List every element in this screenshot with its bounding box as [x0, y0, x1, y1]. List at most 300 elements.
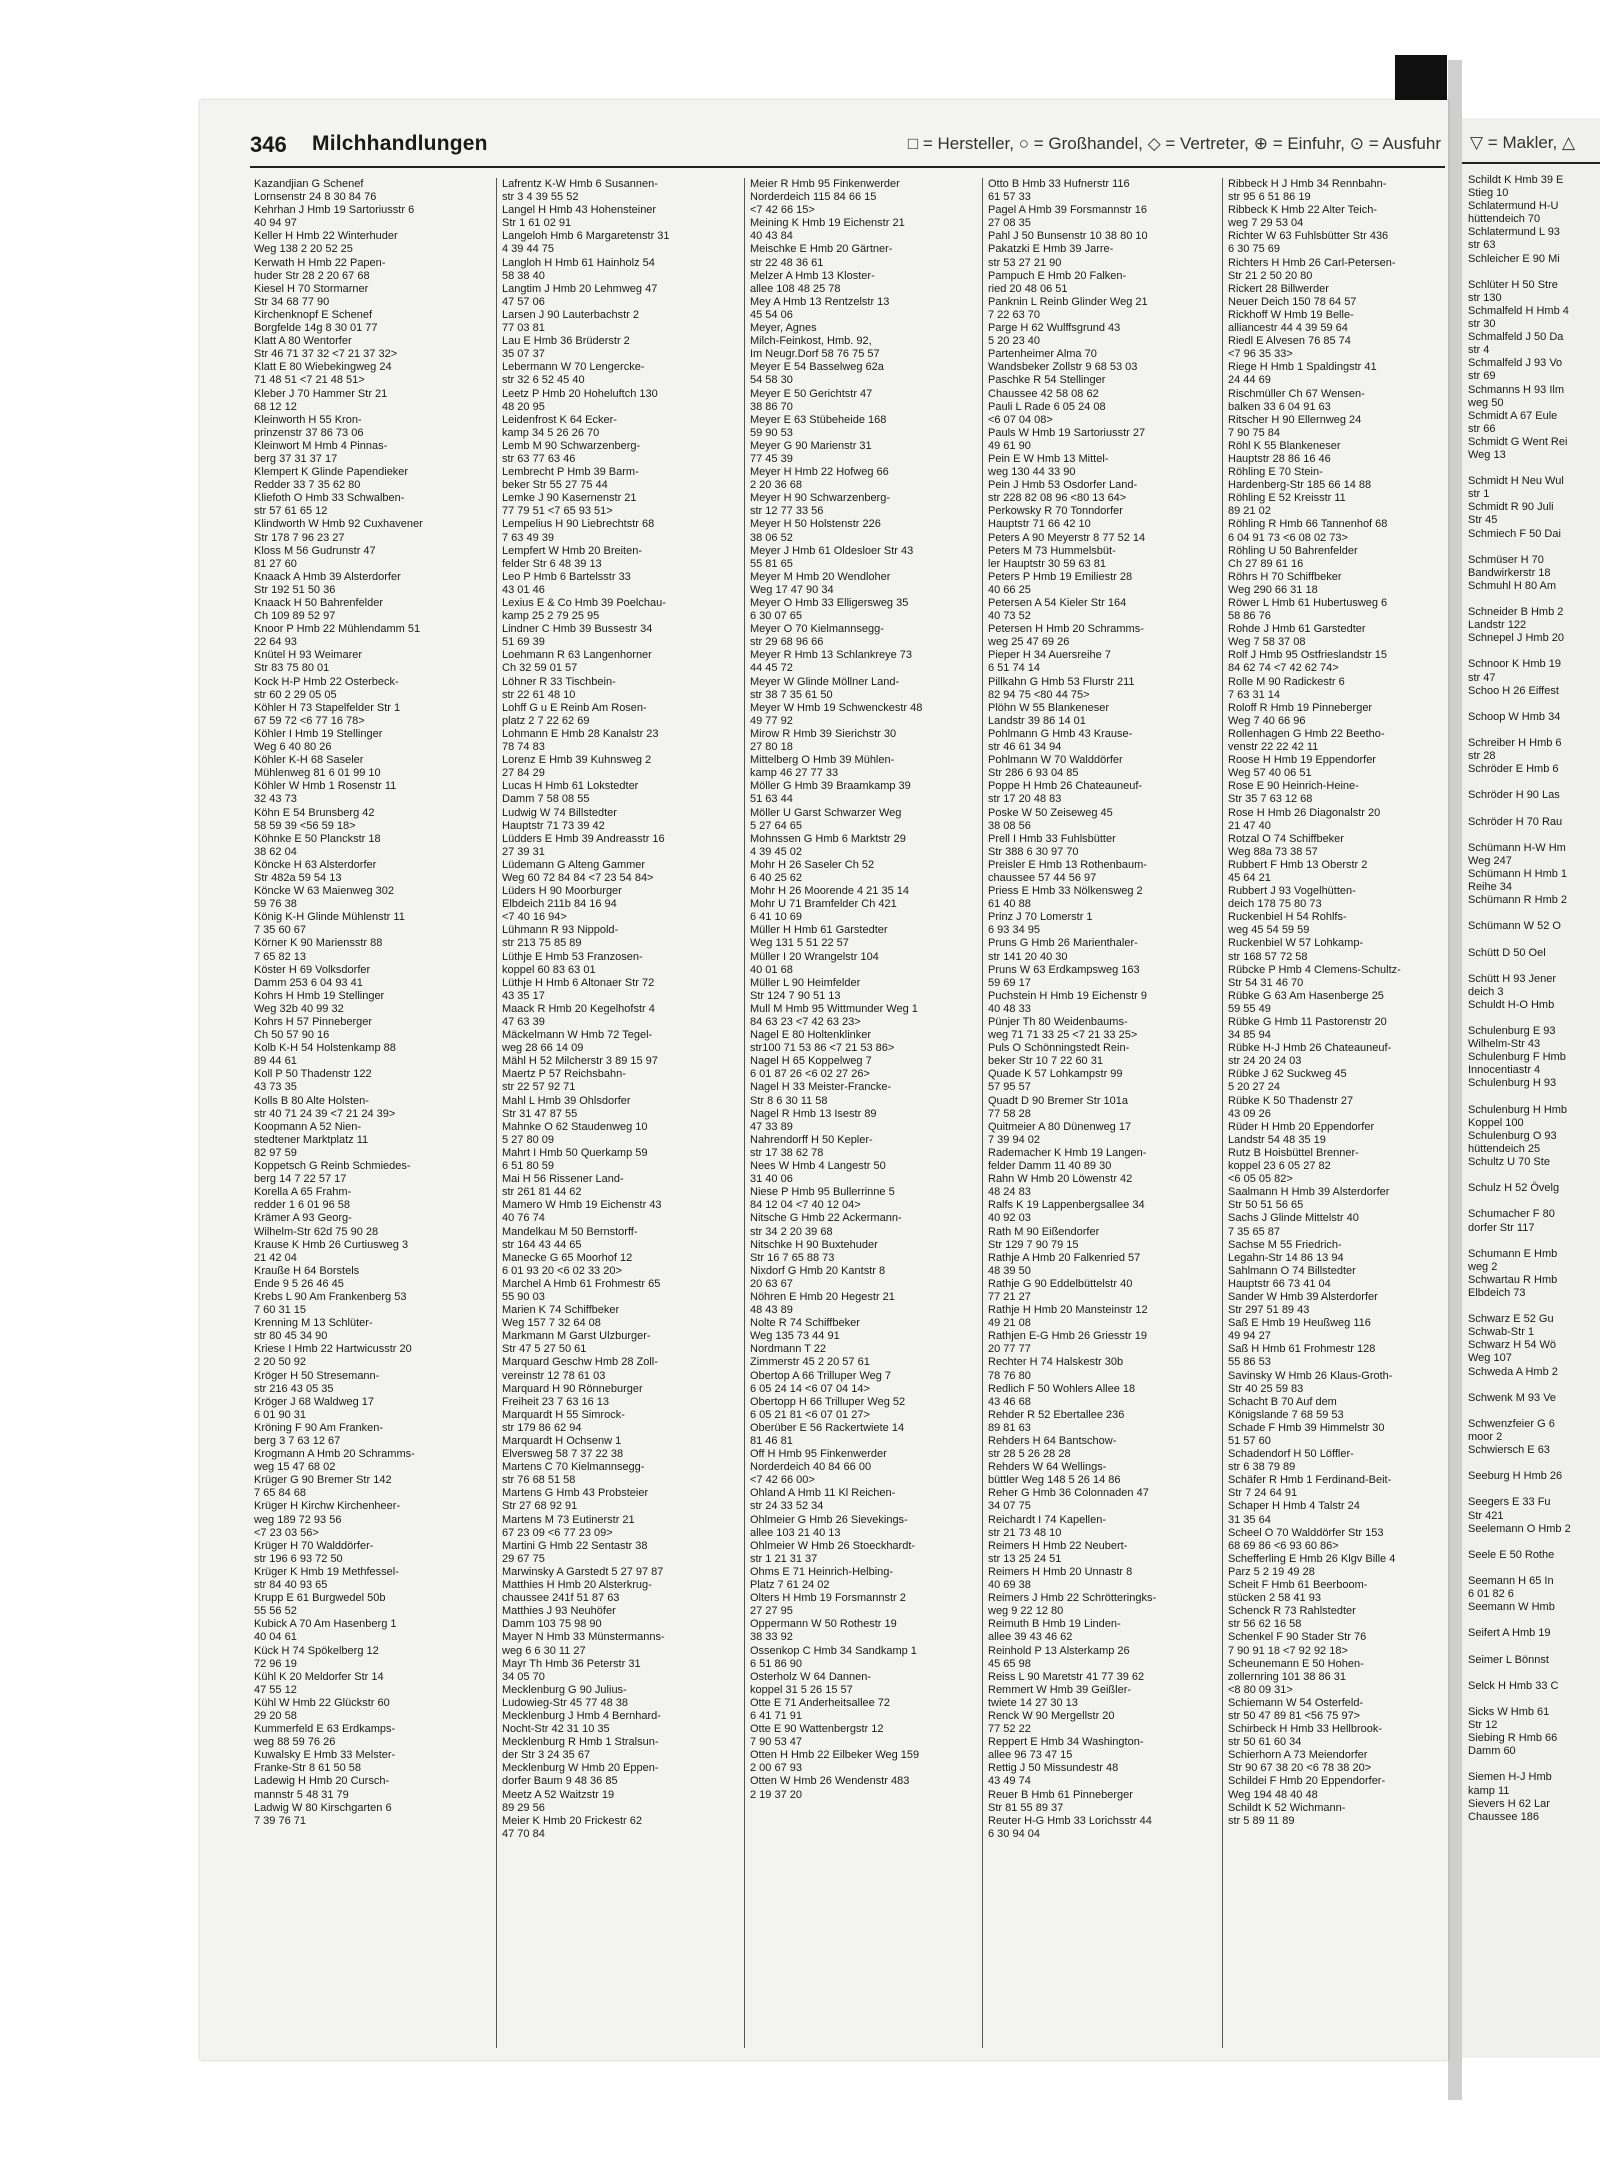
adjacent-listing-entry: Wilhelm-Str 43 — [1468, 1038, 1541, 1051]
listing-entry: Köncke H 63 Alsterdorfer — [254, 858, 377, 871]
listing-entry: Röhl K 55 Blankeneser — [1228, 439, 1341, 452]
listing-entry: str 50 61 60 34 — [1228, 1736, 1302, 1749]
listing-entry: 59 76 38 — [254, 898, 297, 911]
listing-entry: twiete 14 27 30 13 — [988, 1696, 1078, 1709]
listing-entry: Schenkel F 90 Stader Str 76 — [1228, 1631, 1367, 1644]
listing-entry: Marwinsky A Garstedt 5 27 97 87 — [502, 1565, 664, 1578]
adjacent-listing-entry: Schwartau R Hmb — [1468, 1273, 1558, 1286]
adjacent-listing-entry: Schoo H 26 Eiffest — [1468, 684, 1559, 697]
listing-entry: felder Damm 11 40 89 30 — [988, 1160, 1112, 1173]
listing-entry: mannstr 5 48 31 79 — [254, 1788, 349, 1801]
listing-entry: Kummerfeld E 63 Erdkamps- — [254, 1723, 396, 1736]
listing-entry: Kühl W Hmb 22 Glückstr 60 — [254, 1696, 390, 1709]
listing-entry: Off H Hmb 95 Finkenwerder — [750, 1448, 887, 1461]
listing-entry: Reuer B Hmb 61 Pinneberger — [988, 1788, 1133, 1801]
listing-entry: str 53 27 21 90 — [988, 256, 1062, 269]
listing-entry: 40 01 68 — [750, 963, 793, 976]
listing-entry: 47 70 84 — [502, 1827, 545, 1840]
listing-entry: Körner K 90 Mariensstr 88 — [254, 937, 383, 950]
listing-entry: str 60 2 29 05 05 — [254, 688, 337, 701]
listing-entry: Str 482a 59 54 13 — [254, 871, 342, 884]
listing-entry: Langel H Hmb 43 Hohensteiner — [502, 204, 657, 217]
listing-entry: deich 178 75 80 73 — [1228, 898, 1322, 911]
listing-entry: Marien K 74 Schiffbeker — [502, 1304, 620, 1317]
listing-entry: Melzer A Hmb 13 Kloster- — [750, 269, 875, 282]
listing-entry: 6 04 91 73 <6 08 02 73> — [1228, 531, 1348, 544]
listing-entry: Pahl J 50 Bunsenstr 10 38 80 10 — [988, 230, 1148, 243]
adjacent-listing-entry: Schmidt H Neu Wul — [1468, 475, 1564, 488]
adjacent-listing-entry: 6 01 82 6 — [1468, 1588, 1514, 1601]
listing-entry: weg 7 29 53 04 — [1228, 217, 1304, 230]
listing-entry: Schade F Hmb 39 Himmelstr 30 — [1228, 1421, 1385, 1434]
listing-entry: 6 40 25 62 — [750, 871, 802, 884]
listing-entry: Peters A 90 Meyerstr 8 77 52 14 — [988, 531, 1146, 544]
listing-entry: Meyer E 50 Gerichtstr 47 — [750, 387, 873, 400]
listing-entry: Kazandjian G Schenef — [254, 178, 364, 190]
adjacent-listing-entry: Schlatermund L 93 — [1468, 226, 1560, 239]
listing-entry: Krüger K Hmb 19 Methfessel- — [254, 1565, 399, 1578]
listing-entry: 45 65 98 — [988, 1657, 1031, 1670]
listing-entry: Schildt K 52 Wichmann- — [1228, 1801, 1346, 1814]
listing-entry: Meyer O 70 Kielmannsegg- — [750, 623, 884, 636]
adjacent-listing-entry — [1468, 1667, 1571, 1680]
adjacent-listing-entry: Schlüter H 50 Stre — [1468, 278, 1558, 291]
listing-entry: Saß E Hmb 19 Heußweg 116 — [1228, 1317, 1371, 1330]
adjacent-listing-entry: Schmidt G Went Rei — [1468, 435, 1568, 448]
listing-entry: Köhnke E 50 Planckstr 18 — [254, 832, 381, 845]
listing-entry: Str 50 51 56 65 — [1228, 1199, 1304, 1212]
listing-entry: 5 20 27 24 — [1228, 1081, 1280, 1094]
listing-entry: stücken 2 58 41 93 — [1228, 1592, 1321, 1605]
adjacent-listing-entry: Seeburg H Hmb 26 — [1468, 1470, 1563, 1483]
adjacent-listing-entry: Schumacher F 80 — [1468, 1208, 1555, 1221]
listing-entry: 55 86 53 — [1228, 1356, 1271, 1369]
listing-entry: Kubick A 70 Am Hasenberg 1 — [254, 1618, 397, 1631]
listing-entry: 7 60 31 15 — [254, 1304, 306, 1317]
listing-entry: str 22 57 92 71 — [502, 1081, 576, 1094]
adjacent-listing-entry — [1468, 829, 1571, 842]
listing-entry: 6 01 93 20 <6 02 33 20> — [502, 1264, 622, 1277]
listing-entry: 40 04 61 — [254, 1631, 297, 1644]
listing-entry: 27 84 29 — [502, 767, 545, 780]
listing-entry: str 95 6 51 86 19 — [1228, 191, 1311, 204]
listing-entry: Rubbert F Hmb 13 Oberstr 2 — [1228, 858, 1368, 871]
listing-entry: str 168 57 72 58 — [1228, 950, 1308, 963]
listing-entry: 77 45 39 — [750, 452, 793, 465]
listing-entry: Maack R Hmb 20 Kegelhofstr 4 — [502, 1002, 655, 1015]
listing-entry: Mühlenweg 81 6 01 99 10 — [254, 767, 381, 780]
listing-entry: Saß H Hmb 61 Frohmestr 128 — [1228, 1343, 1376, 1356]
listing-entry: Keller H Hmb 22 Winterhuder — [254, 230, 398, 243]
listing-entry: str 40 71 24 39 <7 21 24 39> — [254, 1107, 396, 1120]
listing-entry: Löhner R 33 Tischbein- — [502, 675, 616, 688]
listing-entry: Riedl E Alvesen 76 85 74 — [1228, 335, 1351, 348]
listing-entry: Kerwath H Hmb 22 Papen- — [254, 256, 386, 269]
listing-entry: 35 07 37 — [502, 348, 545, 361]
listing-entry: König K-H Glinde Mühlenstr 11 — [254, 911, 405, 924]
listing-entry: Kriese I Hmb 22 Hartwicusstr 20 — [254, 1343, 412, 1356]
listing-entry: 47 57 06 — [502, 295, 545, 308]
listing-entry: Köhler H 73 Stapelfelder Str 1 — [254, 701, 401, 714]
listing-entry: Schirbeck H Hmb 33 Hellbrook- — [1228, 1723, 1383, 1736]
listing-entry: koppel 31 5 26 15 57 — [750, 1683, 853, 1696]
listing-entry: Leo P Hmb 6 Bartelsstr 33 — [502, 570, 631, 583]
page-gutter — [1448, 60, 1462, 2100]
adjacent-listing-entry: Landstr 122 — [1468, 619, 1527, 632]
listing-entry: Lüthje E Hmb 53 Franzosen- — [502, 950, 643, 963]
listing-entry: Mecklenburg J Hmb 4 Bernhard- — [502, 1709, 661, 1722]
listing-entry: Str 46 71 37 32 <7 21 37 32> — [254, 348, 398, 361]
listing-entry: Röhling E 70 Stein- — [1228, 466, 1323, 479]
listing-entry: allee 39 43 46 62 — [988, 1631, 1073, 1644]
adjacent-listing-entry — [1468, 1091, 1571, 1104]
listing-entry: Pruns W 63 Erdkampsweg 163 — [988, 963, 1140, 976]
listing-entry: weg 15 47 68 02 — [254, 1461, 336, 1474]
adjacent-listing-entry: Schweda A Hmb 2 — [1468, 1365, 1558, 1378]
listing-entry: <7 42 66 00> — [750, 1474, 815, 1487]
listing-entry: Lohmann E Hmb 28 Kanalstr 23 — [502, 727, 659, 740]
listing-entry: 77 79 51 <7 65 93 51> — [502, 505, 613, 518]
listing-entry: kamp 46 27 77 33 — [750, 767, 839, 780]
listing-entry: 48 20 95 — [502, 400, 545, 413]
listing-entry: Norderdeich 40 84 66 00 — [750, 1461, 872, 1474]
listing-entry: Str 16 7 65 88 73 — [750, 1251, 835, 1264]
adjacent-listing-entry: Schmalfeld J 50 Da — [1468, 331, 1564, 344]
listing-entry: Weg 135 73 44 91 — [750, 1330, 840, 1343]
listing-column-2 — [502, 178, 742, 1841]
listing-entry: 29 67 75 — [502, 1552, 545, 1565]
listing-entry: 49 21 08 — [988, 1317, 1031, 1330]
listing-entry: str 29 68 96 66 — [750, 636, 824, 649]
listing-entry: Kohrs H Hmb 19 Stellinger — [254, 989, 385, 1002]
listing-entry: Sachse M 55 Friedrich- — [1228, 1238, 1342, 1251]
adjacent-listing-entry: weg 2 — [1468, 1260, 1498, 1273]
listing-entry: 6 51 74 14 — [988, 662, 1040, 675]
listing-entry: 47 63 39 — [502, 1016, 545, 1028]
listing-entry: berg 14 7 22 57 17 — [254, 1173, 347, 1186]
listing-entry: Schäfer R Hmb 1 Ferdinand-Beit- — [1228, 1474, 1392, 1487]
adjacent-page — [1462, 118, 1600, 2058]
listing-entry: Möller G Hmb 39 Braamkamp 39 — [750, 780, 911, 793]
listing-entry: 84 63 23 <7 42 63 23> — [750, 1016, 861, 1028]
listing-entry: Str 90 67 38 20 <6 78 38 20> — [1228, 1762, 1372, 1775]
listing-entry: Freiheit 23 7 63 16 13 — [502, 1395, 610, 1408]
listing-entry: 40 48 33 — [988, 1002, 1031, 1015]
adjacent-listing-entry: Schmüser H 70 — [1468, 553, 1544, 566]
adjacent-listing-entry: Schmidt A 67 Eule — [1468, 409, 1558, 422]
listing-entry: Kühl K 20 Meldorfer Str 14 — [254, 1670, 384, 1683]
listing-entry: 32 43 73 — [254, 793, 297, 806]
adjacent-listing-entry: Schütt D 50 Oel — [1468, 946, 1546, 959]
listing-entry: Weg 57 40 06 51 — [1228, 767, 1312, 780]
listing-entry: Mirow R Hmb 39 Sierichstr 30 — [750, 727, 897, 740]
listing-entry: Lüdemann G Alteng Gammer — [502, 858, 646, 871]
listing-entry: Weg 194 48 40 48 — [1228, 1788, 1318, 1801]
listing-entry: 40 94 97 — [254, 217, 297, 230]
adjacent-listing-entry: Schmiech F 50 Dai — [1468, 527, 1561, 540]
adjacent-listing-entry: Selck H Hmb 33 C — [1468, 1679, 1559, 1692]
listing-entry: Krüger H Kirchw Kirchenheer- — [254, 1500, 401, 1513]
listing-entry: str 216 43 05 35 — [254, 1382, 334, 1395]
listing-entry: 48 24 83 — [988, 1186, 1031, 1199]
listing-entry: 6 05 21 81 <6 07 01 27> — [750, 1408, 870, 1421]
listing-entry: Langeloh Hmb 6 Margaretenstr 31 — [502, 230, 670, 243]
listing-entry: Weg 88a 73 38 57 — [1228, 845, 1318, 858]
listing-entry: Weg 6 40 80 26 — [254, 741, 332, 754]
listing-entry: Im Neugr.Dorf 58 76 75 57 — [750, 348, 880, 361]
adjacent-listing-entry: Seimer L Bönnst — [1468, 1653, 1549, 1666]
listing-entry: Mahrt I Hmb 50 Querkamp 59 — [502, 1146, 648, 1159]
listing-entry: Meyer W Glinde Möllner Land- — [750, 675, 900, 688]
listing-entry: Mayr Th Hmb 36 Peterstr 31 — [502, 1657, 641, 1670]
listing-entry: str 17 20 48 83 — [988, 793, 1062, 806]
listing-entry: str 13 25 24 51 — [988, 1552, 1062, 1565]
listing-entry: Meyer, Agnes — [750, 322, 817, 335]
listing-entry: Rathje G 90 Eddelbüttelstr 40 — [988, 1277, 1133, 1290]
listing-entry: Meyer G 90 Marienstr 31 — [750, 439, 872, 452]
listing-entry: str 32 6 52 45 40 — [502, 374, 585, 387]
listing-entry: Kock H-P Hmb 22 Osterbeck- — [254, 675, 399, 688]
listing-entry: Roose H Hmb 19 Eppendorfer — [1228, 754, 1376, 767]
listing-entry: 78 76 80 — [988, 1369, 1031, 1382]
adjacent-listing-entry: Schröder E Hmb 6 — [1468, 763, 1559, 776]
listing-entry: 43 73 35 — [254, 1081, 297, 1094]
listing-entry: Str 40 25 59 83 — [1228, 1382, 1304, 1395]
listing-entry: Mecklenburg R Hmb 1 Stralsun- — [502, 1736, 659, 1749]
listing-entry: weg 6 6 30 11 27 — [502, 1644, 586, 1657]
listing-entry: Marquard H 90 Rönneburger — [502, 1382, 643, 1395]
listing-entry: 38 62 04 — [254, 845, 297, 858]
listing-entry: 49 77 92 — [750, 714, 793, 727]
listing-column-5 — [1228, 178, 1443, 1828]
column-divider — [1222, 178, 1223, 2048]
listing-entry: 68 69 86 <6 93 60 86> — [1228, 1539, 1339, 1552]
listing-entry: Savinsky W Hmb 26 Klaus-Groth- — [1228, 1369, 1393, 1382]
listing-entry: str 6 38 79 89 — [1228, 1461, 1296, 1474]
listing-entry: Ohlmeier G Hmb 26 Sievekings- — [750, 1513, 908, 1526]
listing-entry: Legahn-Str 14 86 13 94 — [1228, 1251, 1344, 1264]
listing-entry: Rischmüller Ch 67 Wensen- — [1228, 387, 1365, 400]
listing-entry: beker Str 55 27 75 44 — [502, 479, 608, 492]
listing-entry: 67 23 09 <6 77 23 09> — [502, 1526, 613, 1539]
adjacent-listing-entry: Schümann H Hmb 1 — [1468, 867, 1568, 880]
adjacent-listing-entry: Schümann W 52 O — [1468, 920, 1561, 933]
listing-column-3 — [750, 178, 990, 1802]
listing-entry: 55 81 65 — [750, 557, 793, 570]
adjacent-listing-entry: Seelemann O Hmb 2 — [1468, 1522, 1571, 1535]
listing-entry: Sachs J Glinde Mittelstr 40 — [1228, 1212, 1359, 1225]
listing-entry: Kück H 74 Spökelberg 12 — [254, 1644, 379, 1657]
listing-entry: Schenck R 73 Rahlstedter — [1228, 1605, 1356, 1618]
listing-entry: Wandsbeker Zollstr 9 68 53 03 — [988, 361, 1138, 374]
listing-entry: Lucas H Hmb 61 Lokstedter — [502, 780, 639, 793]
listing-entry: Renck W 90 Mergellstr 20 — [988, 1709, 1115, 1722]
listing-entry: str 34 2 20 39 68 — [750, 1225, 833, 1238]
listing-entry: 51 69 39 — [502, 636, 545, 649]
listing-entry: 49 94 27 — [1228, 1330, 1271, 1343]
listing-entry: 2 19 37 20 — [750, 1788, 802, 1801]
listing-entry: 48 39 50 — [988, 1264, 1031, 1277]
listing-entry: Nordmann T 22 — [750, 1343, 827, 1356]
adjacent-listing-entry: Seifert A Hmb 19 — [1468, 1627, 1551, 1640]
adjacent-listing-entry: Schulenburg F Hmb — [1468, 1051, 1566, 1064]
listing-entry: redder 1 6 01 96 58 — [254, 1199, 351, 1212]
listing-entry: Nahrendorff H 50 Kepler- — [750, 1133, 873, 1146]
listing-entry: 40 66 25 — [988, 583, 1031, 596]
adjacent-listing-entry — [1468, 1169, 1571, 1182]
adjacent-listing-entry: Schnoor K Hmb 19 — [1468, 658, 1561, 671]
listing-entry: Oppermann W 50 Rothestr 19 — [750, 1618, 897, 1631]
listing-entry: Krebs L 90 Am Frankenberg 53 — [254, 1290, 407, 1303]
listing-entry: Rübcke P Hmb 4 Clemens-Schultz- — [1228, 963, 1401, 976]
listing-entry: Leidenfrost K 64 Ecker- — [502, 413, 617, 426]
listing-entry: 40 73 52 — [988, 610, 1031, 623]
page-number: 346 — [250, 132, 287, 157]
adjacent-listing-entry: str 30 — [1468, 318, 1496, 331]
listing-entry: Poske W 50 Zeiseweg 45 — [988, 806, 1113, 819]
listing-entry: str 38 7 35 61 50 — [750, 688, 833, 701]
listing-entry: 89 44 61 — [254, 1055, 297, 1068]
listing-entry: Pünjer Th 80 Weidenbaums- — [988, 1016, 1128, 1028]
listing-entry: Marquard Geschw Hmb 28 Zoll- — [502, 1356, 658, 1369]
adjacent-listing-entry: Koppel 100 — [1468, 1116, 1524, 1129]
listing-entry: Str 7 24 64 91 — [1228, 1487, 1298, 1500]
listing-entry: str 80 45 34 90 — [254, 1330, 328, 1343]
listing-entry: 59 55 49 — [1228, 1002, 1271, 1015]
listing-entry: Martens C 70 Kielmannsegg- — [502, 1461, 645, 1474]
adjacent-listing-entry: Schulz H 52 Övelg — [1468, 1182, 1560, 1195]
adjacent-listing-entry: Schwarz H 54 Wö — [1468, 1339, 1557, 1352]
listing-entry: 31 35 64 — [1228, 1513, 1271, 1526]
listing-entry: Ruckenbiel W 57 Lohkamp- — [1228, 937, 1364, 950]
listing-entry: 54 58 30 — [750, 374, 793, 387]
listing-entry: Richter W 63 Fuhlsbütter Str 436 — [1228, 230, 1389, 243]
listing-entry: Rahn W Hmb 20 Löwenstr 42 — [988, 1173, 1133, 1186]
listing-entry: 55 90 03 — [502, 1290, 545, 1303]
adjacent-listing-entry: Innocentiastr 4 — [1468, 1064, 1541, 1077]
listing-entry: Kolls B 80 Alte Holsten- — [254, 1094, 369, 1107]
adjacent-listing-entry: Weg 107 — [1468, 1352, 1512, 1365]
listing-entry: 6 30 94 04 — [988, 1827, 1040, 1840]
adjacent-listing-entry — [1468, 1758, 1571, 1771]
listing-entry: str 28 5 26 28 28 — [988, 1448, 1071, 1461]
listing-entry: Krupp E 61 Burgwedel 50b — [254, 1592, 386, 1605]
listing-entry: Pohlmann G Hmb 43 Krause- — [988, 727, 1133, 740]
listing-entry: 5 20 23 40 — [988, 335, 1040, 348]
adjacent-listing-entry: Schümann H-W Hm — [1468, 841, 1566, 854]
listing-entry: Str 178 7 96 23 27 — [254, 531, 345, 544]
listing-entry: Prell I Hmb 33 Fuhlsbütter — [988, 832, 1116, 845]
listing-entry: Rübke G 63 Am Hasenberge 25 — [1228, 989, 1384, 1002]
listing-entry: Otten H Hmb 22 Eilbeker Weg 159 — [750, 1749, 920, 1762]
listing-entry: Ribbeck H J Hmb 34 Rennbahn- — [1228, 178, 1387, 190]
listing-entry: Marchel A Hmb 61 Frohmestr 65 — [502, 1277, 661, 1290]
listing-entry: Zimmerstr 45 2 20 57 61 — [750, 1356, 870, 1369]
listing-entry: 34 07 75 — [988, 1500, 1031, 1513]
listing-entry: Reher G Hmb 36 Colonnaden 47 — [988, 1487, 1149, 1500]
listing-entry: Ohland A Hmb 11 Kl Reichen- — [750, 1487, 896, 1500]
listing-entry: Str 81 55 89 37 — [988, 1801, 1064, 1814]
listing-entry: Mahnke O 62 Staudenweg 10 — [502, 1120, 648, 1133]
listing-entry: Schacht B 70 Auf dem — [1228, 1395, 1337, 1408]
listing-entry: Lempelius H 90 Liebrechtstr 68 — [502, 518, 655, 531]
listing-entry: weg 45 54 59 59 — [1228, 924, 1310, 937]
listing-entry: Str 35 7 63 12 68 — [1228, 793, 1313, 806]
listing-entry: 77 03 81 — [502, 322, 545, 335]
listing-entry: Rübke G Hmb 11 Pastorenstr 20 — [1228, 1016, 1387, 1028]
listing-entry: Koll P 50 Thadenstr 122 — [254, 1068, 372, 1081]
listing-entry: 43 46 68 — [988, 1395, 1031, 1408]
listing-entry: Weg 157 7 32 64 08 — [502, 1317, 601, 1330]
symbol-legend: □ = Hersteller, ○ = Großhandel, ◇ = Vertreter, ⊕ = Einfuhr, ⊙ = Ausfuhr — [907, 134, 1441, 153]
listing-entry: Pauls W Hmb 19 Sartoriusstr 27 — [988, 426, 1146, 439]
listing-entry: Mai H 56 Rissener Land- — [502, 1173, 624, 1186]
adjacent-listing-entry: Schneider B Hmb 2 — [1468, 606, 1564, 619]
listing-entry: Weg 138 2 20 52 25 — [254, 243, 353, 256]
listing-entry: str 17 38 62 78 — [750, 1146, 824, 1159]
listing-entry: Reimers J Hmb 22 Schrötteringks- — [988, 1592, 1157, 1605]
listing-entry: 24 44 69 — [1228, 374, 1271, 387]
listing-entry: 43 01 46 — [502, 583, 545, 596]
listing-entry: 47 55 12 — [254, 1683, 297, 1696]
listing-entry: 81 27 60 — [254, 557, 297, 570]
listing-entry: 89 81 63 — [988, 1421, 1031, 1434]
listing-entry: platz 2 7 22 62 69 — [502, 714, 590, 727]
listing-entry: Sahlmann O 74 Billstedter — [1228, 1264, 1356, 1277]
listing-entry: Obertop A 66 Trilluper Weg 7 — [750, 1369, 892, 1382]
listing-entry: Klatt E 80 Wiebekingweg 24 — [254, 361, 392, 374]
listing-entry: dorfer Baum 9 48 36 85 — [502, 1775, 618, 1788]
listing-entry: Schaper H Hmb 4 Talstr 24 — [1228, 1500, 1360, 1513]
adjacent-listing-entry: Seegers E 33 Fu — [1468, 1496, 1551, 1509]
listing-column-4 — [988, 178, 1228, 1841]
listing-entry: Mahl L Hmb 39 Ohlsdorfer — [502, 1094, 631, 1107]
listing-entry: Krämer A 93 Georg- — [254, 1212, 352, 1225]
listing-entry: Kolb K-H 54 Holstenkamp 88 — [254, 1042, 396, 1055]
page-title: Milchhandlungen — [312, 132, 488, 155]
listing-entry: Quade K 57 Lohkampstr 99 — [988, 1068, 1123, 1081]
listing-entry: Ch 109 89 52 97 — [254, 610, 336, 623]
listing-entry: Meining K Hmb 19 Eichenstr 21 — [750, 217, 905, 230]
listing-entry: 7 22 63 70 — [988, 308, 1040, 321]
listing-entry: Krogmann A Hmb 20 Schramms- — [254, 1448, 415, 1461]
listing-entry: Niese P Hmb 95 Bullerrinne 5 — [750, 1186, 895, 1199]
listing-entry: Str 31 47 87 55 — [502, 1107, 578, 1120]
listing-entry: Rechter H 74 Halskestr 30b — [988, 1356, 1124, 1369]
listing-entry: Scheel O 70 Walddörfer Str 153 — [1228, 1526, 1384, 1539]
adjacent-listing-entry: Schnepel J Hmb 20 — [1468, 632, 1564, 645]
listing-entry: 31 40 06 — [750, 1173, 793, 1186]
adjacent-listing-entry — [1468, 933, 1571, 946]
listing-entry: Kleinworth H 55 Kron- — [254, 413, 362, 426]
listing-entry: Rotzal O 74 Schiffbeker — [1228, 832, 1344, 845]
listing-entry: 84 62 74 <7 42 62 74> — [1228, 662, 1339, 675]
listing-entry: ried 20 48 06 51 — [988, 282, 1068, 295]
listing-entry: 4 39 45 02 — [750, 845, 802, 858]
listing-entry: Köster H 69 Volksdorfer — [254, 963, 371, 976]
listing-entry: 7 65 84 68 — [254, 1487, 306, 1500]
listing-entry: allee 103 21 40 13 — [750, 1526, 841, 1539]
listing-entry: Weg 7 58 37 08 — [1228, 636, 1306, 649]
listing-entry: Ladewig H Hmb 20 Cursch- — [254, 1775, 390, 1788]
listing-entry: Hardenberg-Str 185 66 14 88 — [1228, 479, 1372, 492]
listing-entry: Krüger H 70 Walddörfer- — [254, 1539, 374, 1552]
listing-entry: 49 61 90 — [988, 439, 1031, 452]
listing-entry: str 24 33 52 34 — [750, 1500, 824, 1513]
listing-entry: Larsen J 90 Lauterbachstr 2 — [502, 308, 639, 321]
listing-entry: 84 12 04 <7 40 12 04> — [750, 1199, 861, 1212]
listing-entry: koppel 23 6 05 27 82 — [1228, 1160, 1331, 1173]
